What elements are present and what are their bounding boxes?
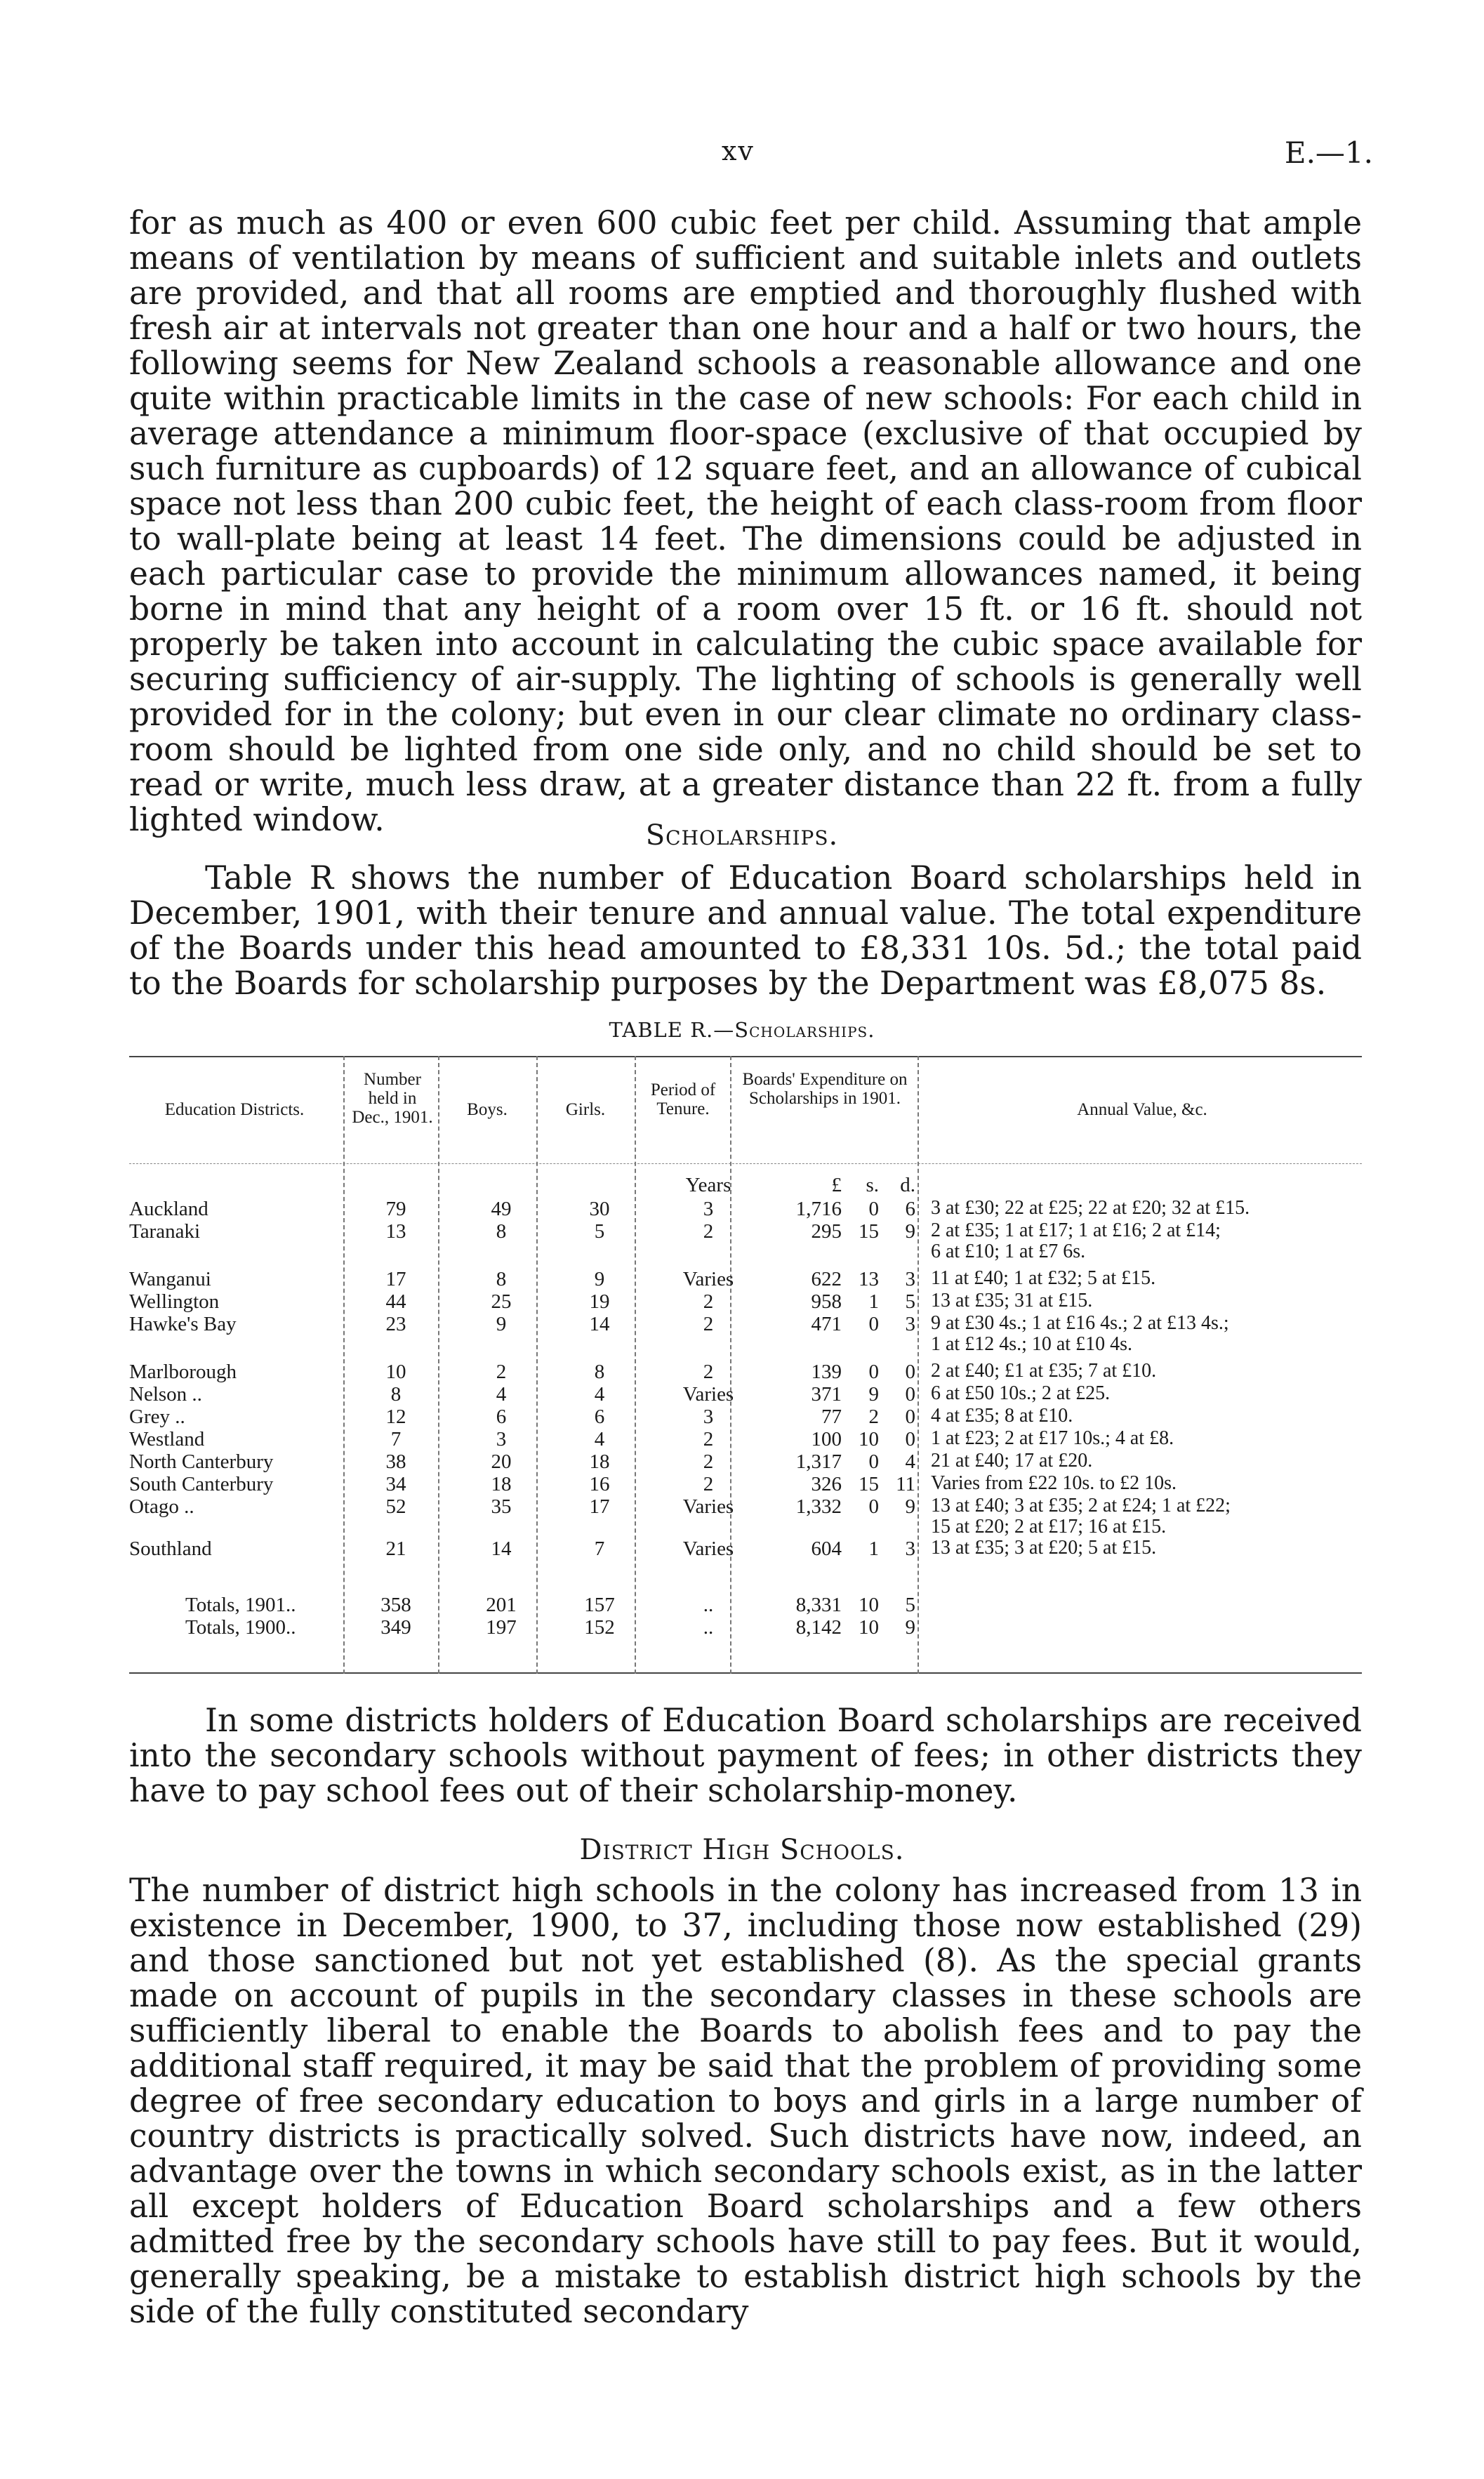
table-row bbox=[129, 1383, 1362, 1406]
table-bottom-rule bbox=[129, 1672, 1362, 1674]
annual-value-line: 4 at £35; 8 at £10. bbox=[931, 1405, 1073, 1427]
pence-cell: 4 bbox=[905, 1450, 915, 1473]
boys-cell: 35 bbox=[491, 1495, 512, 1518]
table-row bbox=[129, 1538, 1362, 1560]
pounds-cell: 1,332 bbox=[795, 1495, 842, 1518]
page-number: xv bbox=[722, 135, 755, 166]
total-held-cell: 358 bbox=[380, 1594, 411, 1616]
pence-cell: 0 bbox=[905, 1406, 915, 1428]
annual-value-line: 2 at £40; £1 at £35; 7 at £10. bbox=[931, 1360, 1157, 1382]
table-caption bbox=[0, 1018, 1484, 1042]
held-cell: 17 bbox=[385, 1268, 406, 1290]
total-shillings-cell: 10 bbox=[859, 1594, 879, 1616]
held-cell: 38 bbox=[385, 1450, 406, 1473]
period-cell: 2 bbox=[703, 1290, 714, 1313]
district-cell: Nelson .. bbox=[129, 1383, 202, 1406]
total-pounds-cell: 8,142 bbox=[795, 1616, 842, 1639]
unit-pence: d. bbox=[900, 1174, 915, 1196]
header-boys: Boys. bbox=[467, 1100, 508, 1119]
pounds-cell: 326 bbox=[811, 1473, 842, 1495]
shillings-cell: 0 bbox=[868, 1198, 879, 1220]
annual-value-cell bbox=[931, 1473, 1362, 1494]
table-top-rule bbox=[129, 1056, 1362, 1057]
header-rule bbox=[129, 1163, 1362, 1164]
annual-value-cell bbox=[931, 1428, 1362, 1449]
shillings-cell: 2 bbox=[868, 1406, 879, 1428]
boys-cell: 2 bbox=[496, 1361, 507, 1383]
girls-cell: 8 bbox=[594, 1361, 605, 1383]
girls-cell: 7 bbox=[594, 1538, 605, 1560]
boys-cell: 20 bbox=[491, 1450, 512, 1473]
district-cell: Wellington bbox=[129, 1290, 220, 1313]
district-cell: Grey .. bbox=[129, 1406, 185, 1428]
held-cell: 7 bbox=[390, 1428, 402, 1450]
annual-value-cell bbox=[931, 1538, 1362, 1559]
shillings-cell: 1 bbox=[868, 1538, 879, 1560]
girls-cell: 30 bbox=[589, 1198, 610, 1220]
annual-value-line: 1 at £23; 2 at £17 10s.; 4 at £8. bbox=[931, 1427, 1174, 1449]
shillings-cell: 9 bbox=[868, 1383, 879, 1406]
paragraph-text: Table R shows the number of Education Board scholarships held in December, 1901, with their tenure and annual value. The total expenditure of the Boards under this head amounted to £8,331 10s. 5d.; the total paid to the Boards for scholarship purposes by the Department was £8,075 8s. bbox=[129, 859, 1362, 1002]
table-row bbox=[129, 1268, 1362, 1290]
boys-cell: 4 bbox=[496, 1383, 507, 1406]
period-cell: 3 bbox=[703, 1406, 714, 1428]
district-cell: North Canterbury bbox=[129, 1450, 274, 1473]
boys-cell: 9 bbox=[496, 1313, 507, 1335]
district-cell: South Canterbury bbox=[129, 1473, 274, 1495]
pence-cell: 11 bbox=[896, 1473, 915, 1495]
table-row bbox=[129, 1450, 1362, 1473]
boys-cell: 18 bbox=[491, 1473, 512, 1495]
header-expenditure: Boards' Expenditure on Scholarships in 1901. bbox=[742, 1070, 908, 1108]
total-pounds-cell: 8,331 bbox=[795, 1594, 842, 1616]
period-cell: Varies bbox=[682, 1538, 734, 1560]
paragraph-text: The number of district high schools in the colony has increased from 13 in existence in December, 1900, to 37, including those now established (29) and those sanctioned but not yet established (8). As the special grants made on account of pupils in the secondary classes in these schools are sufficiently liberal to enable the Boards to abolish fees and to pay the additional staff required, it may be said that the problem of providing some degree of free secondary education to boys and girls in a large number of country districts is practically solved. Such districts have now, indeed, an advantage over the towns in which secondary schools exist, as in the latter all except holders of Education Board scholarships and a few others admitted free by the secondary schools have still to pay fees. But it would, generally speaking, be a mistake to establish district high schools by the side of the fully constituted secondary bbox=[129, 1872, 1362, 2330]
annual-value-cell bbox=[931, 1406, 1362, 1427]
pence-cell: 0 bbox=[905, 1383, 915, 1406]
annual-value-line: 6 at £10; 1 at £7 6s. bbox=[931, 1241, 1086, 1262]
annual-value-cell bbox=[931, 1495, 1362, 1538]
total-girls-cell: 152 bbox=[584, 1616, 615, 1639]
total-boys-cell: 197 bbox=[486, 1616, 517, 1639]
header-held: Number held in Dec., 1901. bbox=[352, 1070, 433, 1127]
pence-cell: 0 bbox=[905, 1428, 915, 1450]
held-cell: 34 bbox=[385, 1473, 406, 1495]
boys-cell: 8 bbox=[496, 1220, 507, 1243]
pounds-cell: 100 bbox=[811, 1428, 842, 1450]
pence-cell: 6 bbox=[905, 1198, 915, 1220]
table-row bbox=[129, 1290, 1362, 1313]
annual-value-line: 6 at £50 10s.; 2 at £25. bbox=[931, 1382, 1111, 1404]
table-row bbox=[129, 1495, 1362, 1538]
period-cell: 2 bbox=[703, 1428, 714, 1450]
annual-value-cell bbox=[931, 1383, 1362, 1404]
shillings-cell: 0 bbox=[868, 1495, 879, 1518]
pence-cell: 3 bbox=[905, 1313, 915, 1335]
district-cell: Otago .. bbox=[129, 1495, 194, 1518]
scholarships-table bbox=[129, 1047, 1362, 1683]
period-cell: Varies bbox=[682, 1495, 734, 1518]
shillings-cell: 0 bbox=[868, 1450, 879, 1473]
total-pence-cell: 5 bbox=[905, 1594, 915, 1616]
boys-cell: 3 bbox=[496, 1428, 507, 1450]
pence-cell: 3 bbox=[905, 1268, 915, 1290]
table-row bbox=[129, 1198, 1362, 1220]
held-cell: 79 bbox=[385, 1198, 406, 1220]
district-cell: Wanganui bbox=[129, 1268, 211, 1290]
table-row bbox=[129, 1312, 1362, 1355]
boys-cell: 25 bbox=[491, 1290, 512, 1313]
total-held-cell: 349 bbox=[380, 1616, 411, 1639]
table-caption-prefix: TABLE R.— bbox=[609, 1018, 735, 1042]
period-cell: 2 bbox=[703, 1361, 714, 1383]
total-girls-cell: 157 bbox=[584, 1594, 615, 1616]
period-cell: 2 bbox=[703, 1450, 714, 1473]
shillings-cell: 13 bbox=[859, 1268, 879, 1290]
district-cell: Westland bbox=[129, 1428, 205, 1450]
pence-cell: 5 bbox=[905, 1290, 915, 1313]
held-cell: 44 bbox=[385, 1290, 406, 1313]
after-table-paragraph bbox=[129, 1703, 1362, 1809]
pounds-cell: 604 bbox=[811, 1538, 842, 1560]
held-cell: 10 bbox=[385, 1361, 406, 1383]
scholarships-heading: Scholarships. bbox=[645, 819, 839, 852]
table-row bbox=[129, 1406, 1362, 1428]
units-row bbox=[129, 1174, 1362, 1196]
annual-value-line: 13 at £35; 3 at £20; 5 at £15. bbox=[931, 1537, 1157, 1559]
table-caption-title: Scholarships. bbox=[734, 1018, 875, 1042]
table-row bbox=[129, 1219, 1362, 1262]
district-cell: Taranaki bbox=[129, 1220, 201, 1243]
annual-value-line: 15 at £20; 2 at £17; 16 at £15. bbox=[931, 1516, 1167, 1538]
girls-cell: 14 bbox=[589, 1313, 610, 1335]
boys-cell: 8 bbox=[496, 1268, 507, 1290]
girls-cell: 4 bbox=[594, 1383, 605, 1406]
period-cell: 2 bbox=[703, 1220, 714, 1243]
shillings-cell: 1 bbox=[868, 1290, 879, 1313]
unit-shillings: s. bbox=[866, 1174, 879, 1196]
district-high-heading: District High Schools. bbox=[579, 1834, 905, 1866]
boys-cell: 49 bbox=[491, 1198, 512, 1220]
period-cell: Varies bbox=[682, 1268, 734, 1290]
shillings-cell: 15 bbox=[859, 1473, 879, 1495]
series-label: E.—1. bbox=[1284, 135, 1373, 170]
shillings-cell: 0 bbox=[868, 1361, 879, 1383]
totals-row bbox=[129, 1616, 1362, 1639]
table-row bbox=[129, 1428, 1362, 1450]
held-cell: 12 bbox=[385, 1406, 406, 1428]
header-district: Education Districts. bbox=[164, 1100, 305, 1119]
annual-value-line: 13 at £35; 31 at £15. bbox=[931, 1290, 1093, 1311]
held-cell: 13 bbox=[385, 1220, 406, 1243]
shillings-cell: 0 bbox=[868, 1313, 879, 1335]
shillings-cell: 10 bbox=[859, 1428, 879, 1450]
annual-value-cell bbox=[931, 1220, 1362, 1262]
totals-row bbox=[129, 1594, 1362, 1616]
pence-cell: 3 bbox=[905, 1538, 915, 1560]
district-high-paragraph bbox=[129, 1873, 1362, 2329]
girls-cell: 17 bbox=[589, 1495, 610, 1518]
unit-pounds: £ bbox=[831, 1174, 842, 1196]
paragraph-text: for as much as 400 or even 600 cubic feet per child. Assuming that ample means of ventilation by means of sufficient and suitable inlets and outlets are provided, and that all rooms are emptied and thoroughly flushed with fresh air at intervals not greater than one hour and a half or two hours, the following seems for New Zealand schools a reasonable allowance and one quite within practicable limits in the case of new schools: For each child in average attendance a minimum floor-space (exclusive of that occupied by such furniture as cupboards) of 12 square feet, and an allowance of cubical space not less than 200 cubic feet, the height of each class-room from floor to wall-plate being at least 14 feet. The dimensions could be adjusted in each particular case to provide the minimum allowances named, it being borne in mind that any height of a room over 15 ft. or 16 ft. should not properly be taken into account in calculating the cubic space available for securing sufficiency of air-supply. The lighting of schools is generally well provided for in the colony; but even in our clear climate no ordinary class-room should be lighted from one side only, and no child should be set to read or write, much less draw, at a greater distance than 22 ft. from a fully lighted window. bbox=[129, 204, 1362, 838]
annual-value-cell bbox=[931, 1450, 1362, 1472]
total-period-cell: .. bbox=[703, 1594, 714, 1616]
header-annual-value: Annual Value, &c. bbox=[1077, 1100, 1207, 1119]
total-boys-cell: 201 bbox=[486, 1594, 517, 1616]
pounds-cell: 77 bbox=[821, 1406, 842, 1428]
boys-cell: 14 bbox=[491, 1538, 512, 1560]
annual-value-line: Varies from £22 10s. to £2 10s. bbox=[931, 1472, 1177, 1494]
annual-value-line: 1 at £12 4s.; 10 at £10 4s. bbox=[931, 1333, 1132, 1355]
pence-cell: 9 bbox=[905, 1220, 915, 1243]
annual-value-line: 3 at £30; 22 at £25; 22 at £20; 32 at £15. bbox=[931, 1197, 1250, 1219]
ventilation-paragraph bbox=[129, 206, 1362, 838]
total-pence-cell: 9 bbox=[905, 1616, 915, 1639]
pence-cell: 9 bbox=[905, 1495, 915, 1518]
pounds-cell: 622 bbox=[811, 1268, 842, 1290]
held-cell: 8 bbox=[390, 1383, 402, 1406]
annual-value-line: 9 at £30 4s.; 1 at £16 4s.; 2 at £13 4s.; bbox=[931, 1312, 1229, 1334]
annual-value-cell bbox=[931, 1313, 1362, 1355]
pence-cell: 0 bbox=[905, 1361, 915, 1383]
total-shillings-cell: 10 bbox=[859, 1616, 879, 1639]
girls-cell: 5 bbox=[594, 1220, 605, 1243]
period-cell: 3 bbox=[703, 1198, 714, 1220]
header-girls: Girls. bbox=[565, 1100, 606, 1119]
page-header bbox=[0, 135, 1484, 171]
pounds-cell: 371 bbox=[811, 1383, 842, 1406]
held-cell: 52 bbox=[385, 1495, 406, 1518]
table-row bbox=[129, 1473, 1362, 1495]
table-row bbox=[129, 1361, 1362, 1383]
annual-value-line: 2 at £35; 1 at £17; 1 at £16; 2 at £14; bbox=[931, 1219, 1221, 1241]
pounds-cell: 471 bbox=[811, 1313, 842, 1335]
unit-years: Years bbox=[685, 1174, 731, 1196]
period-cell: Varies bbox=[682, 1383, 734, 1406]
scholarships-paragraph bbox=[129, 861, 1362, 1001]
girls-cell: 9 bbox=[594, 1268, 605, 1290]
pounds-cell: 1,317 bbox=[795, 1450, 842, 1473]
annual-value-line: 11 at £40; 1 at £32; 5 at £15. bbox=[931, 1267, 1156, 1289]
annual-value-cell bbox=[931, 1198, 1362, 1219]
pounds-cell: 139 bbox=[811, 1361, 842, 1383]
shillings-cell: 15 bbox=[859, 1220, 879, 1243]
annual-value-cell bbox=[931, 1268, 1362, 1289]
total-period-cell: .. bbox=[703, 1616, 714, 1639]
district-cell: Auckland bbox=[129, 1198, 208, 1220]
district-cell: Hawke's Bay bbox=[129, 1313, 237, 1335]
header-period: Period of Tenure. bbox=[650, 1080, 716, 1118]
boys-cell: 6 bbox=[496, 1406, 507, 1428]
held-cell: 23 bbox=[385, 1313, 406, 1335]
district-cell: Southland bbox=[129, 1538, 212, 1560]
annual-value-cell bbox=[931, 1290, 1362, 1311]
pounds-cell: 958 bbox=[811, 1290, 842, 1313]
district-cell: Marlborough bbox=[129, 1361, 237, 1383]
pounds-cell: 1,716 bbox=[795, 1198, 842, 1220]
totals-label: Totals, 1900.. bbox=[185, 1616, 296, 1639]
annual-value-line: 13 at £40; 3 at £35; 2 at £24; 1 at £22; bbox=[931, 1495, 1231, 1516]
annual-value-cell bbox=[931, 1361, 1362, 1382]
girls-cell: 18 bbox=[589, 1450, 610, 1473]
totals-label: Totals, 1901.. bbox=[185, 1594, 296, 1616]
period-cell: 2 bbox=[703, 1313, 714, 1335]
annual-value-line: 21 at £40; 17 at £20. bbox=[931, 1450, 1093, 1472]
held-cell: 21 bbox=[385, 1538, 406, 1560]
period-cell: 2 bbox=[703, 1473, 714, 1495]
paragraph-text: In some districts holders of Education Board scholarships are received into the secondary schools without payment of fees; in other districts they have to pay school fees out of their scholarship-money. bbox=[129, 1702, 1362, 1809]
girls-cell: 16 bbox=[589, 1473, 610, 1495]
girls-cell: 19 bbox=[589, 1290, 610, 1313]
pounds-cell: 295 bbox=[811, 1220, 842, 1243]
girls-cell: 6 bbox=[594, 1406, 605, 1428]
girls-cell: 4 bbox=[594, 1428, 605, 1450]
